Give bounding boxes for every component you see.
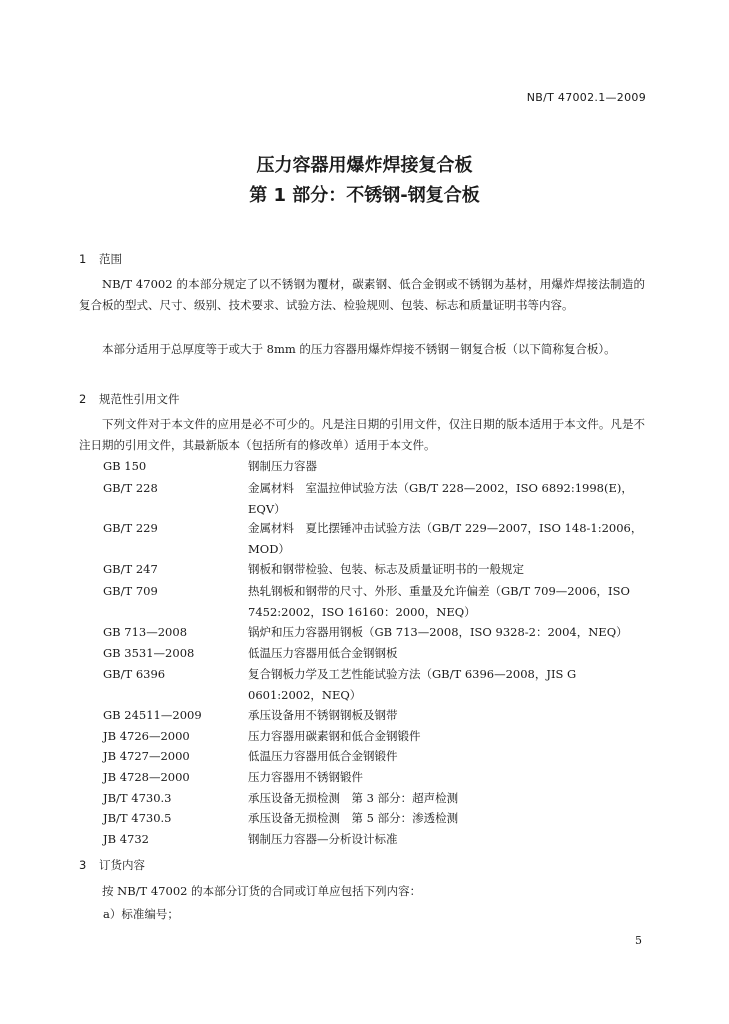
reference-code: GB 713—2008 (103, 625, 188, 639)
reference-title: 压力容器用碳素钢和低合金钢锻件 (248, 729, 421, 743)
reference-code: JB/T 4730.5 (103, 811, 172, 825)
scope-paragraph: 本部分适用于总厚度等于或大于 8mm 的压力容器用爆炸焊接不锈钢－钢复合板（以下简称复合板）。 (102, 342, 616, 356)
reference-title: 压力容器用不锈钢锻件 (248, 770, 363, 784)
reference-title: 锅炉和压力容器用钢板（GB 713—2008，ISO 9328-2：2004，NEQ） (248, 625, 628, 639)
reference-code: GB/T 709 (103, 584, 158, 598)
reference-code: GB/T 229 (103, 521, 158, 535)
ordering-intro: 按 NB/T 47002 的本部分订货的合同或订单应包括下列内容： (102, 884, 422, 898)
document-title: 压力容器用爆炸焊接复合板 (256, 155, 473, 176)
reference-title: 钢制压力容器 (248, 459, 317, 473)
reference-title: 热轧钢板和钢带的尺寸、外形、重量及允许偏差（GB/T 709—2006，ISO 7452:2002，ISO 16160：2000，NEQ） (248, 584, 630, 619)
reference-code: JB 4726—2000 (103, 729, 190, 743)
reference-code: GB 24511—2009 (103, 708, 202, 722)
reference-code: GB 150 (103, 459, 147, 473)
standard-number: NB/T 47002.1—2009 (526, 91, 646, 104)
reference-title: 钢制压力容器—分析设计标准 (248, 832, 398, 846)
reference-code: GB/T 228 (103, 481, 158, 495)
reference-title: 承压设备用不锈钢钢板及钢带 (248, 708, 398, 722)
reference-code: GB/T 247 (103, 562, 158, 576)
page-number: 5 (635, 934, 642, 947)
reference-code: JB 4727—2000 (103, 749, 190, 763)
section-title: 范围 (99, 252, 122, 266)
reference-code: GB/T 6396 (103, 667, 166, 681)
reference-title: 金属材料 室温拉伸试验方法（GB/T 228—2002，ISO 6892:1998(E)，EQV） (248, 481, 633, 516)
section-title: 订货内容 (99, 858, 145, 872)
reference-title: 低温压力容器用低合金钢钢板 (248, 646, 398, 660)
references-intro: 下列文件对于本文件的应用是必不可少的。凡是注日期的引用文件，仅注日期的版本适用于本文件。凡是不注日期的引用文件，其最新版本（包括所有的修改单）适用于本文件。 (79, 417, 645, 452)
scope-paragraph: NB/T 47002 的本部分规定了以不锈钢为覆材，碳素钢、低合金钢或不锈钢为基材，用爆炸焊接法制造的复合板的型式、尺寸、级别、技术要求、试验方法、检验规则、包装、标志和质量证明书等内容。 (79, 277, 645, 312)
reference-code: JB/T 4730.3 (103, 791, 172, 805)
reference-title: 金属材料 夏比摆锤冲击试验方法（GB/T 229—2007，ISO 148-1:2006，MOD） (248, 521, 643, 556)
section-number: 3 (79, 858, 87, 872)
reference-code: JB 4728—2000 (103, 770, 190, 784)
section-heading-ordering (79, 857, 145, 873)
reference-title: 复合钢板力学及工艺性能试验方法（GB/T 6396—2008，JIS G 0601:2002，NEQ） (248, 667, 577, 702)
section-number: 1 (79, 252, 87, 266)
document-subtitle: 第 1 部分：不锈钢-钢复合板 (249, 185, 480, 206)
reference-title: 钢板和钢带检验、包装、标志及质量证明书的一般规定 (248, 562, 524, 576)
reference-code: GB 3531—2008 (103, 646, 195, 660)
reference-title: 承压设备无损检测 第 3 部分：超声检测 (248, 791, 459, 805)
section-number: 2 (79, 392, 87, 406)
reference-title: 承压设备无损检测 第 5 部分：渗透检测 (248, 811, 459, 825)
reference-code: JB 4732 (103, 832, 149, 846)
section-title: 规范性引用文件 (99, 392, 180, 406)
section-heading-scope (79, 251, 122, 267)
reference-title: 低温压力容器用低合金钢锻件 (248, 749, 398, 763)
section-heading-normative-references (79, 391, 180, 407)
list-item: a）标准编号； (103, 907, 179, 921)
